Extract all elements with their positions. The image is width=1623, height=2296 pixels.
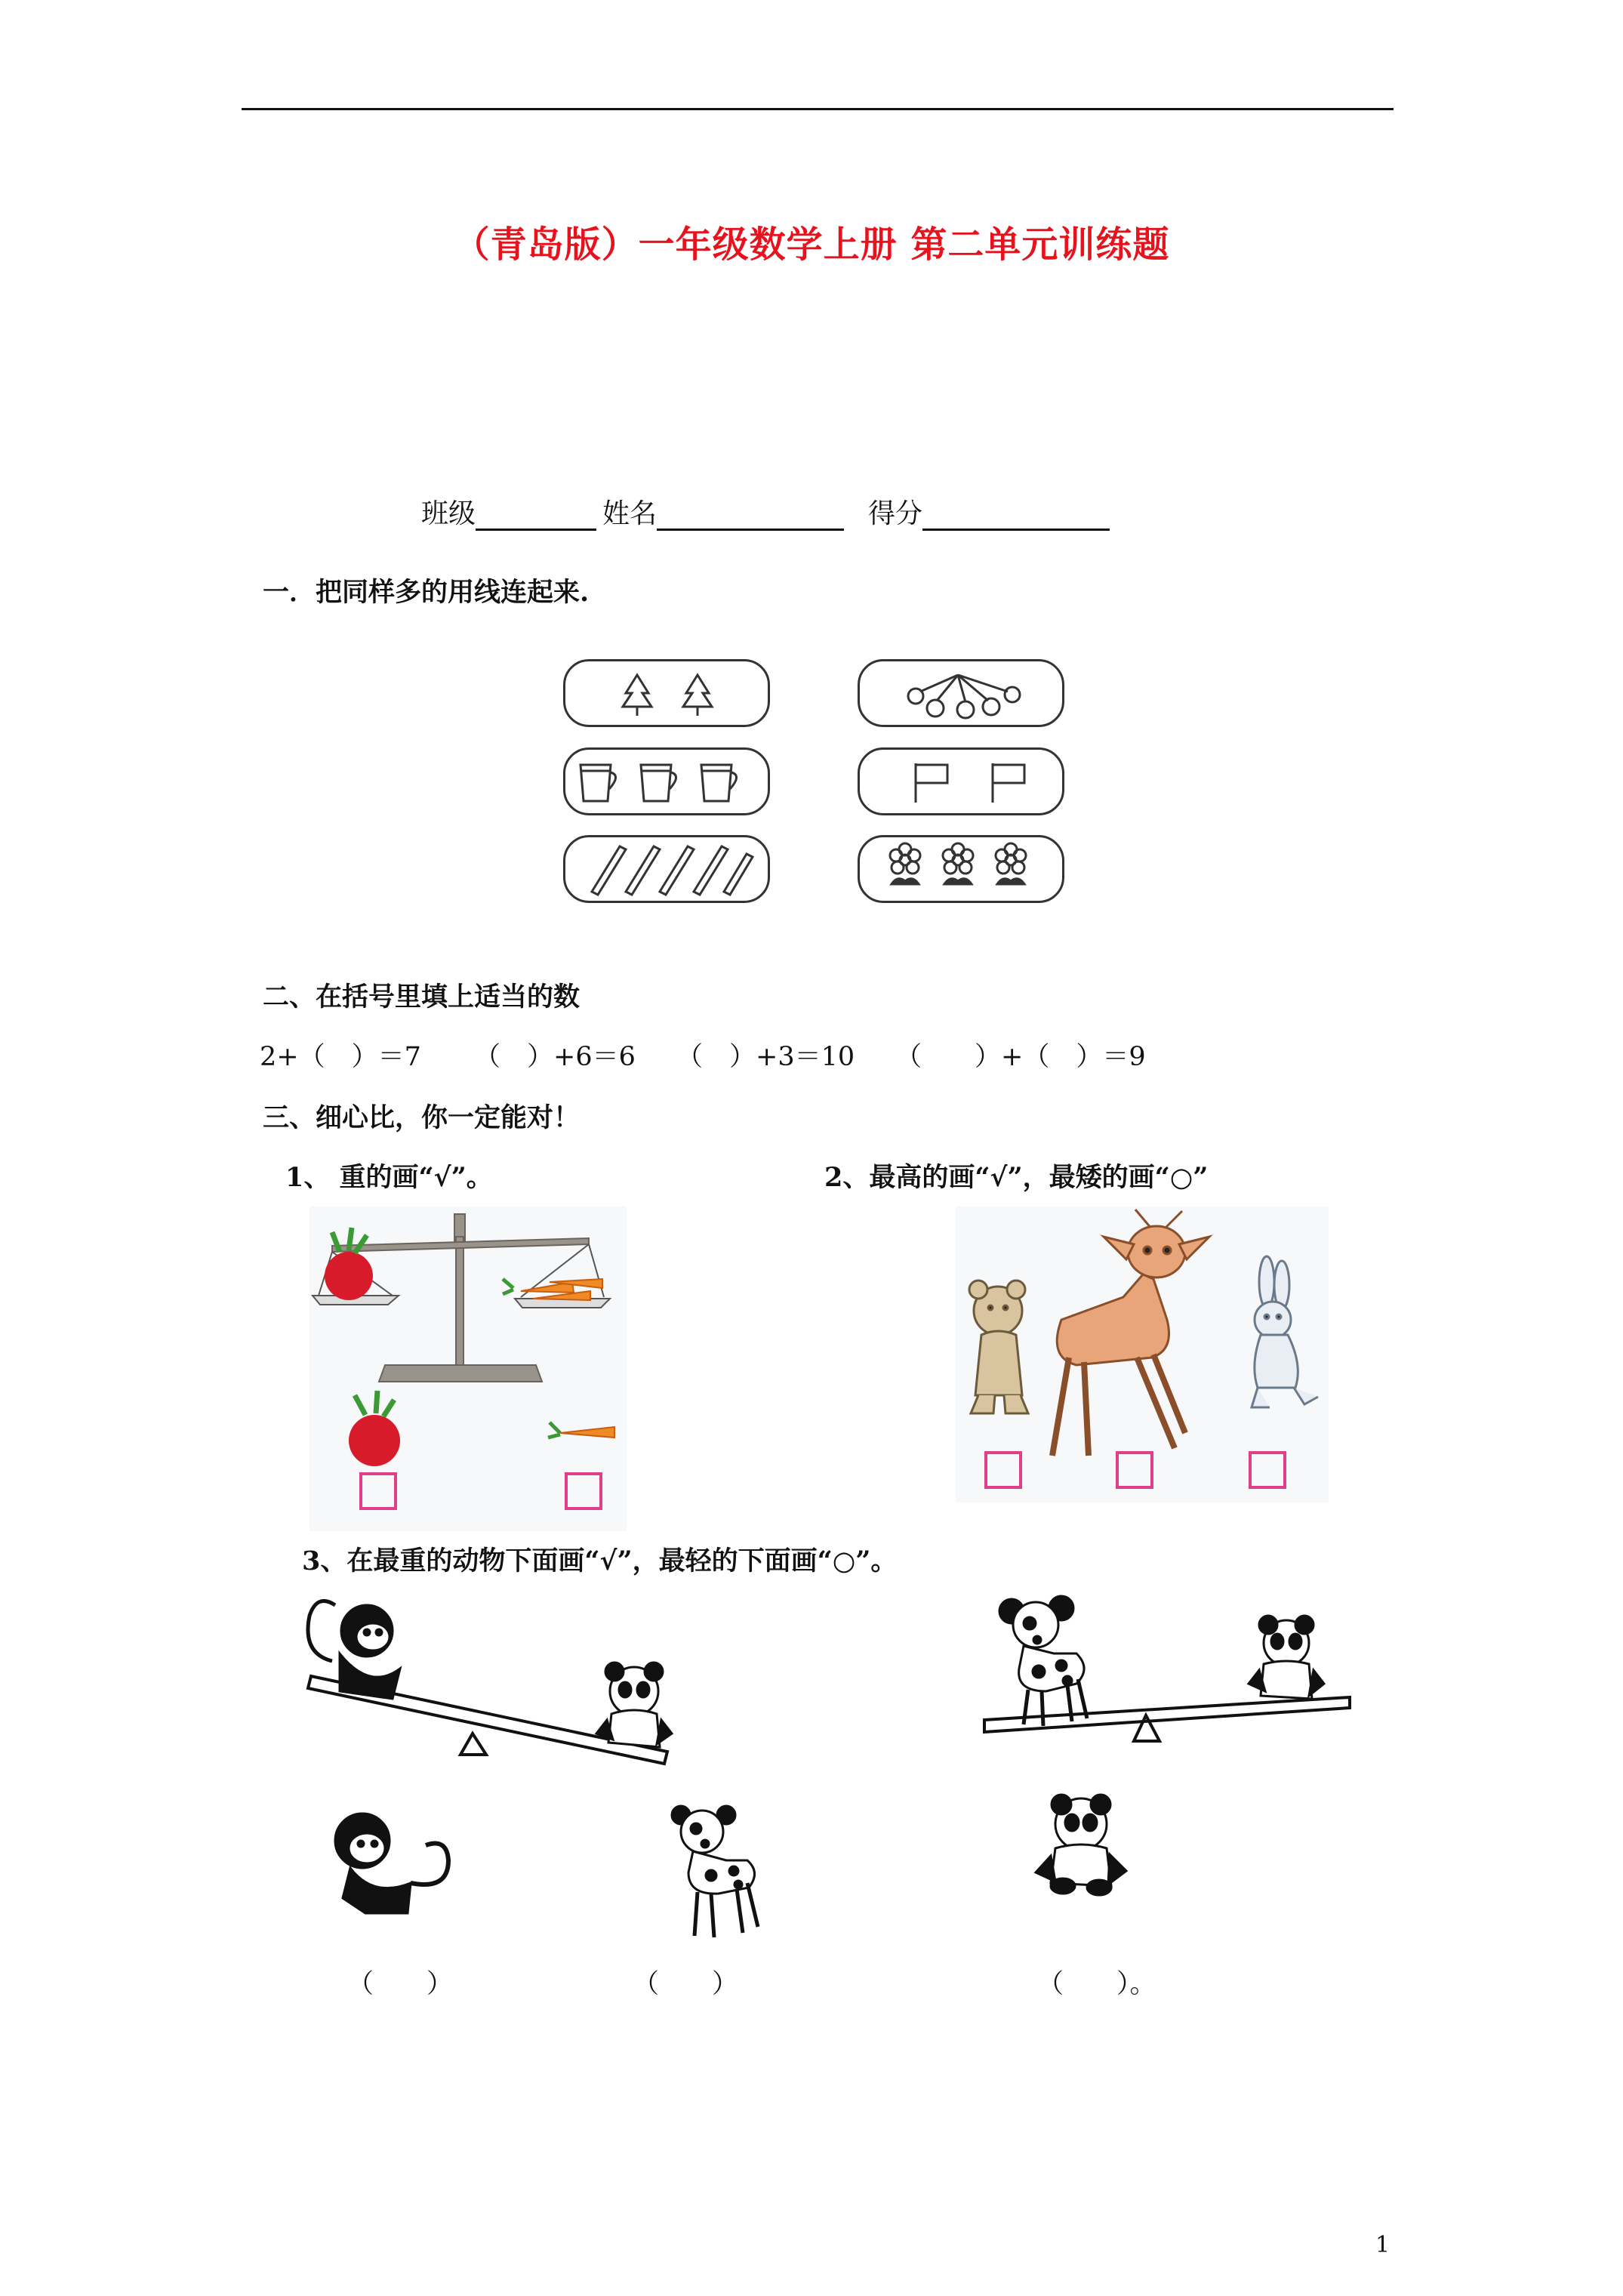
flags-box[interactable] (858, 747, 1064, 815)
question-1: 1、 重的画“√”。 (285, 1162, 493, 1193)
score-label: 得分 (868, 498, 923, 529)
carrots-on-scale (503, 1279, 602, 1300)
page-number: 1 (1375, 2232, 1390, 2258)
equation-3[interactable]: （ ）+3＝10 (676, 1042, 855, 1072)
section3-heading: 三、细心比，你一定能对！ (263, 1102, 581, 1133)
panda-on-seesaw-2 (1249, 1616, 1324, 1699)
cup-icon (565, 750, 768, 813)
carrot-icon (548, 1422, 614, 1438)
answer-monkey[interactable]: （ ） (347, 1969, 454, 1999)
monkey-icon (320, 1800, 471, 1928)
answer-panda[interactable]: （ ）。 (1037, 1969, 1156, 1999)
rabbit-checkbox[interactable] (1249, 1451, 1286, 1489)
seesaw-monkey-panda (302, 1586, 679, 1767)
question-3: 3、在最重的动物下面画“√”，最轻的下面画“○”。 (302, 1546, 898, 1576)
equation-1[interactable]: 2+（ ）＝7 (260, 1042, 421, 1072)
radish-icon (349, 1391, 400, 1466)
section1-heading: 一．把同样多的用线连起来. (263, 577, 590, 608)
stick-icon (565, 837, 768, 901)
radish-checkbox[interactable] (359, 1472, 397, 1510)
bear-checkbox[interactable] (984, 1451, 1022, 1489)
name-blank[interactable] (657, 498, 844, 531)
class-blank[interactable] (476, 498, 596, 531)
student-info-line (421, 492, 1116, 531)
panda-icon (1021, 1788, 1156, 1909)
deer-icon (658, 1797, 794, 1948)
balloon-icon (860, 661, 1062, 725)
equation-4[interactable]: （ ）+（ ）＝9 (895, 1042, 1146, 1072)
flowers-box[interactable] (858, 835, 1064, 903)
bear-icon (969, 1281, 1028, 1413)
deer-icon (1052, 1210, 1209, 1456)
seesaw-deer-panda (978, 1586, 1356, 1767)
balloons-box[interactable] (858, 659, 1064, 727)
trees-box[interactable] (563, 659, 770, 727)
rabbit-icon (1252, 1256, 1318, 1407)
deer-checkbox[interactable] (1116, 1451, 1153, 1489)
class-label: 班级 (421, 498, 476, 529)
score-blank[interactable] (922, 498, 1110, 531)
radish-on-scale (325, 1228, 373, 1300)
answer-deer[interactable]: （ ） (633, 1969, 739, 1999)
flower-icon (860, 837, 1062, 901)
panda-on-seesaw (596, 1663, 672, 1747)
deer-on-seesaw (999, 1596, 1087, 1726)
carrot-checkbox[interactable] (565, 1472, 602, 1510)
sticks-box[interactable] (563, 835, 770, 903)
cups-box[interactable] (563, 747, 770, 815)
header-rule (242, 108, 1394, 110)
page-title: （青岛版）一年级数学上册 第二单元训练题 (453, 223, 1170, 266)
section2-heading: 二、在括号里填上适当的数 (263, 982, 581, 1012)
equation-2[interactable]: （ ）+6＝6 (474, 1042, 636, 1072)
question-2: 2、最高的画“√”，最矮的画“○” (824, 1162, 1209, 1193)
flag-icon (860, 750, 1062, 813)
name-label: 姓名 (602, 498, 658, 529)
tree-icon (565, 661, 768, 725)
